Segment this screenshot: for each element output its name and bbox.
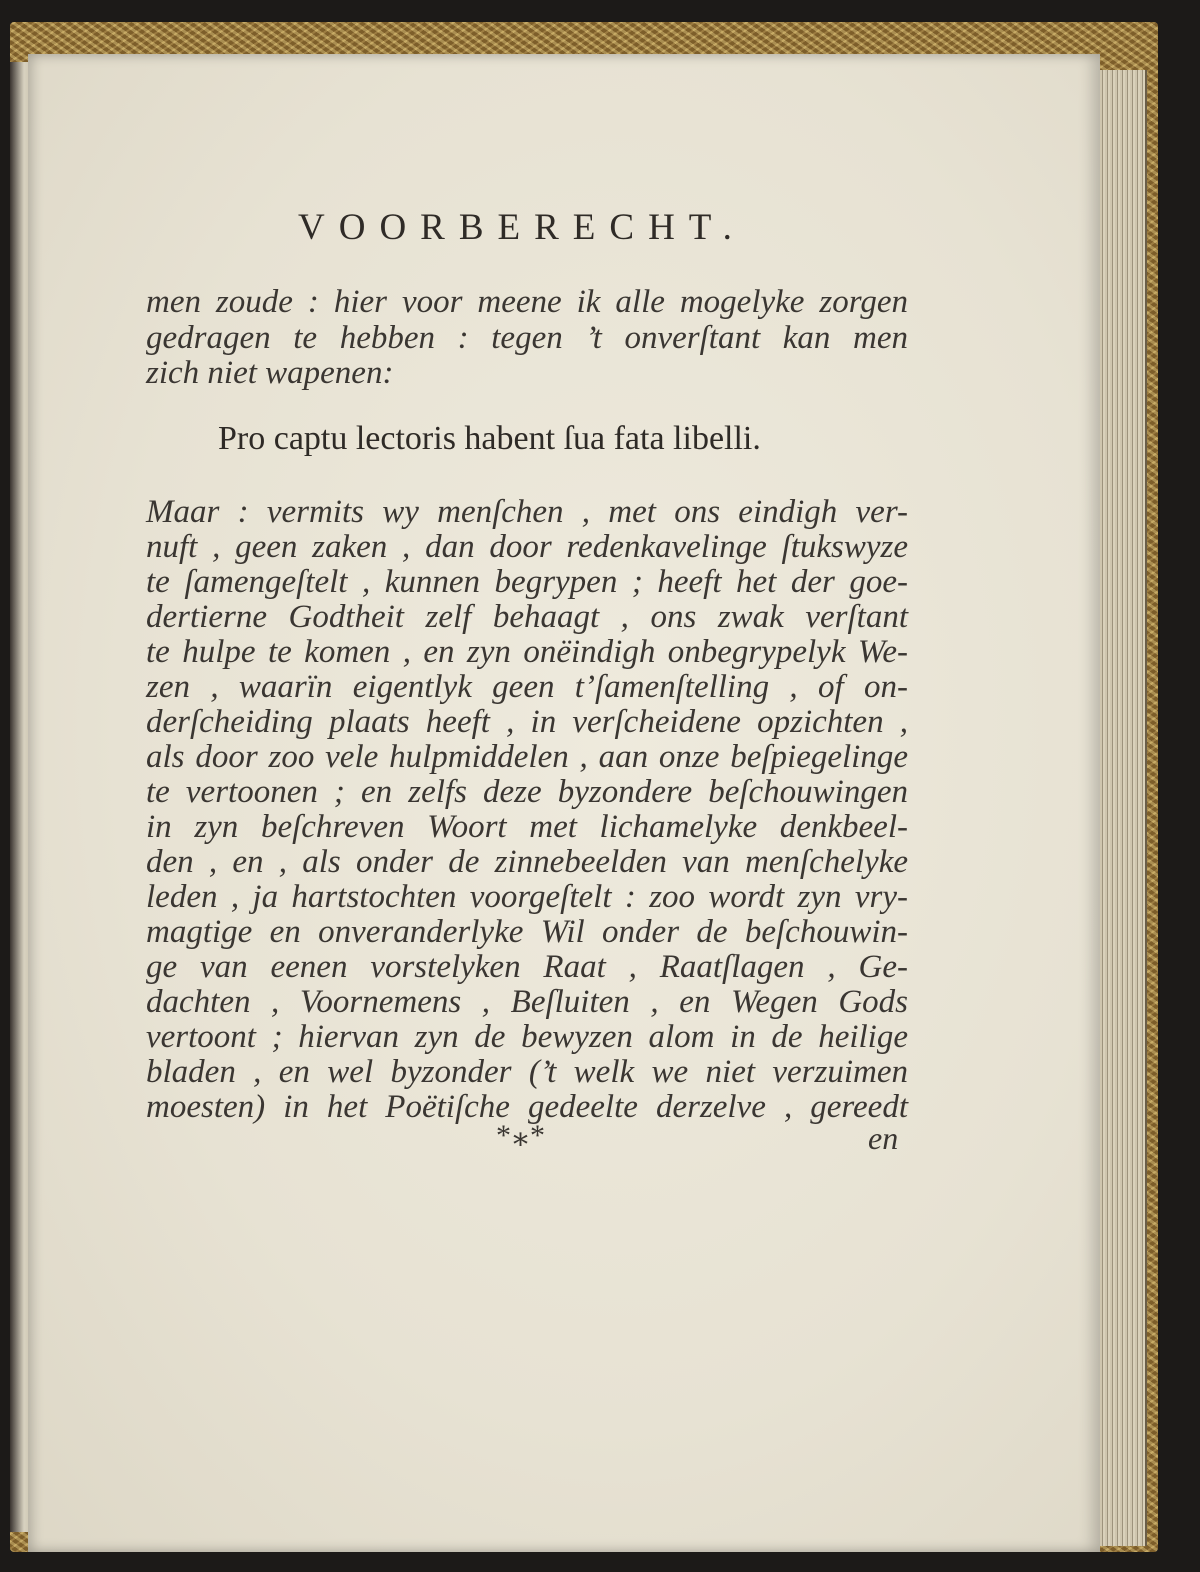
text-line: te hulpe te komen , en zyn onëindigh onbegrypelyk We- — [146, 634, 908, 670]
text-line: ge van eenen vorstelyken Raat , Raatſlagen , Ge- — [146, 949, 908, 985]
signature-mark: *⁎* — [496, 1119, 547, 1152]
text-line: leden , ja hartstochten voorgeſtelt : zoo wordt zyn vry- — [146, 879, 908, 915]
text-line: in zyn beſchreven Woort met lichamelyke denkbeel- — [146, 809, 908, 845]
text-line: nuft , geen zaken , dan door redenkavelinge ſtukswyze — [146, 529, 908, 565]
page-edges — [1095, 70, 1147, 1546]
text-line: te ſamengeſtelt , kunnen begrypen ; heeft het der goe- — [146, 564, 908, 600]
text-line: dachten , Voornemens , Beſluiten , en Wegen Gods — [146, 984, 908, 1020]
text-line: vertoont ; hiervan zyn de bewyzen alom in de heilige — [146, 1019, 908, 1055]
text-line: zich niet wapenen: — [146, 355, 394, 391]
text-line: zen , waarïn eigentlyk geen t’ſamenſtelling , of on- — [146, 669, 908, 705]
text-line: magtige en onveranderlyke Wil onder de beſchouwin- — [146, 914, 908, 950]
text-line: dertierne Godtheit zelf behaagt , ons zwak verſtant — [146, 599, 908, 635]
facing-page-edge — [10, 62, 30, 1532]
latin-quote: Pro captu lectoris habent ſua fata libelli. — [218, 420, 761, 457]
text-line: Maar : vermits wy menſchen , met ons eindigh ver- — [146, 494, 908, 530]
text-line: den , en , als onder de zinnebeelden van menſchelyke — [146, 844, 908, 880]
text-line: derſcheiding plaats heeft , in verſcheidene opzichten , — [146, 704, 908, 740]
running-head: VOORBERECHT. — [298, 207, 746, 248]
text-line: bladen , en wel byzonder (’t welk we niet verzuimen — [146, 1054, 908, 1090]
text-line: te vertoonen ; en zelfs deze byzondere beſchouwingen — [146, 774, 908, 810]
text-line: als door zoo vele hulpmiddelen , aan onze beſpiegelinge — [146, 739, 908, 775]
text-line: moesten) in het Poëtiſche gedeelte derzelve , gereedt — [146, 1089, 908, 1125]
catchword: en — [868, 1120, 899, 1156]
text-line: gedragen te hebben : tegen ’t onverſtant kan men — [146, 320, 908, 356]
text-line: men zoude : hier voor meene ik alle mogelyke zorgen — [146, 284, 908, 320]
